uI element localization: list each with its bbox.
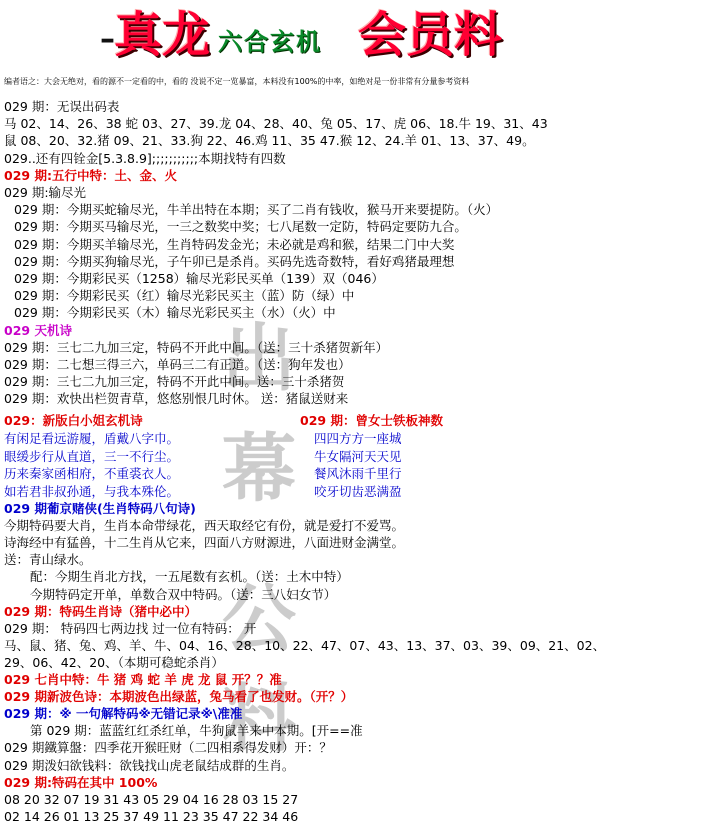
line-bottom-9: 29、06、42、20、（本期可稳蛇杀肖）	[4, 654, 224, 670]
line-bottom-17: 08 20 32 07 19 31 43 05 29 04 16 28 03 15 27	[4, 791, 299, 807]
title-zhenlong: 真龙	[114, 7, 211, 63]
line-top-9: 029 期：今期买狗输尽光，子午卯已是杀肖。买码先选奇数特，看好鸡猪最理想	[14, 253, 455, 269]
line-top-6: 029 期：今期买蛇输尽光，牛羊出特在本期；买了二肖有钱收，猴马开来要提防。（火）	[14, 202, 499, 218]
section-zengnvshi-title: 029 期：曾女士铁板神数	[300, 413, 443, 428]
line-bottom-7: 029 期： 特码四七两边找 过一位有特码： 开	[4, 620, 257, 636]
line-bottom-6: 029 期：特码生肖诗（猪中必中）	[4, 603, 197, 619]
line-top-4: 029 期:五行中特：土、金、火	[4, 167, 177, 183]
line-top-17: 029 期：欢快出栏贺青草，悠悠别恨几时休。 送：猪鼠送财来	[4, 391, 349, 407]
line-bottom-4: 配：今期生肖北方找，一五尾数有玄机。（送：土木中特）	[30, 569, 349, 585]
line-top-14: 029 期：三七二九加三定，特码不开此中间。（送：三十杀猪贺新年）	[4, 339, 389, 355]
baixiaojie-line-0: 有闲足看远游履，盾戴八字巾。	[4, 431, 180, 446]
line-bottom-5: 今期特码定开单，单数合双中特码。（送：三八妇女节）	[30, 586, 337, 602]
line-top-15: 029 期：二七想三得三六，单码三二有正道。（送：狗年发也）	[4, 357, 351, 372]
line-top-12: 029 期：今期彩民买（木）输尽光彩民买主（水）（火）中	[14, 305, 336, 321]
title-liuhexuanji: 六合玄机	[218, 27, 322, 56]
line-bottom-15: 029 期泼妇欲钱料：欲钱找山虎老鼠结成群的生肖。	[4, 757, 295, 773]
line-top-1: 马 02、14、26、38 蛇 03、27、39.龙 04、28、40、兔 05、17、虎 06、18.牛 19、31、43	[4, 116, 548, 132]
baixiaojie-line-2: 历来秦家函相府，不重裘衣人。	[4, 466, 180, 481]
zengnvshi-line-3: 咬牙切齿恶满盈	[314, 483, 402, 499]
watermark-char-4: 料	[222, 676, 296, 762]
line-top-0: 029 期：无误出码表	[4, 99, 120, 114]
zengnvshi-line-1: 牛女隔河天天见	[314, 448, 402, 464]
title-banner	[100, 6, 520, 68]
baixiaojie-line-3: 如若君非叔孙通，与我本殊伦。	[4, 483, 180, 499]
line-bottom-11: 029 期新波色诗：本期波色出绿蓝，兔马看了也发财。（开？）	[4, 689, 354, 705]
zengnvshi-line-2: 餐风沐雨千里行	[314, 466, 402, 481]
line-top-5: 029 期:输尽光	[4, 185, 87, 200]
line-bottom-14: 029 期鐵算盤：四季花开猴旺财（二四相系得发财）开：？	[4, 740, 332, 756]
line-top-8: 029 期：今期买羊输尽光，生肖特码发金光；未必就是鸡和猴，结果二门中大奖	[14, 236, 455, 252]
watermark-char-2: 幕	[222, 426, 296, 512]
title-huiyuanliao: 会员料	[358, 7, 503, 63]
line-bottom-10: 029 七肖中特：牛 猪 鸡 蛇 羊 虎 龙 鼠 开？？准	[4, 672, 282, 687]
watermark-char-1: 出	[222, 316, 296, 402]
line-bottom-12: 029 期：※ 一句解特码※无错记录※\准准	[4, 706, 243, 722]
line-bottom-2: 诗海经中有猛兽，十二生肖从它来，四面八方财源进，八面进财金满堂。	[4, 535, 405, 551]
line-bottom-0: 029 期葡京赌侠(生肖特码八句诗)	[4, 501, 196, 516]
line-bottom-3: 送：青山绿水。	[4, 552, 92, 568]
line-top-10: 029 期：今期彩民买（1258）输尽光彩民买单（139）双（046）	[14, 271, 384, 286]
line-top-3: 029..还有四铨金[5.3.8.9];;;;;;;;;;;本期找特有四数	[4, 150, 286, 166]
line-bottom-8: 马、鼠、猪、兔、鸡、羊、牛、04、16、28、10、22、47、07、43、13、37、03、39、09、21、02、	[4, 637, 606, 653]
watermark-char-3: 公	[222, 576, 296, 662]
baixiaojie-line-1: 眼缓步行从直道，三一不行尘。	[4, 448, 180, 464]
section-baixiaojie-title: 029：新版白小姐玄机诗	[4, 413, 143, 428]
line-bottom-1: 今期特码要大肖，生肖本命带绿花，西天取经它有份，就是爱打不爱骂。	[4, 518, 405, 534]
line-top-11: 029 期：今期彩民买（红）输尽光彩民买主（蓝）防（绿）中	[14, 288, 355, 304]
line-top-16: 029 期：三七二九加三定，特码不开此中间。送：三十杀猪贺	[4, 374, 345, 390]
editor-notice: 编者语之：大会无绝对，看的源不一定看的中，看的 没说不定一览暴富，本料没有100%的中率，如绝对是一份非常有分量参考资料	[4, 77, 470, 86]
line-bottom-18: 02 14 26 01 13 25 37 49 11 23 35 47 22 34 46	[4, 808, 299, 824]
zengnvshi-line-0: 四四方方一座城	[314, 431, 402, 446]
line-bottom-13: 第 029 期：蓝蓝红红杀红单，牛狗鼠羊来中本期。[开==准	[30, 723, 363, 739]
title-dash: –	[100, 22, 115, 57]
line-top-2: 鼠 08、20、32.猪 09、21、33.狗 22、46.鸡 11、35 47.猴 12、24.羊 01、13、37、49。	[4, 133, 535, 149]
line-top-13: 029 天机诗	[4, 322, 72, 338]
line-top-7: 029 期：今期买马输尽光，一三之数奖中奖；七八尾数一定防，特码定要防九合。	[14, 219, 467, 235]
line-bottom-16: 029 期:特码在其中 100%	[4, 774, 158, 790]
